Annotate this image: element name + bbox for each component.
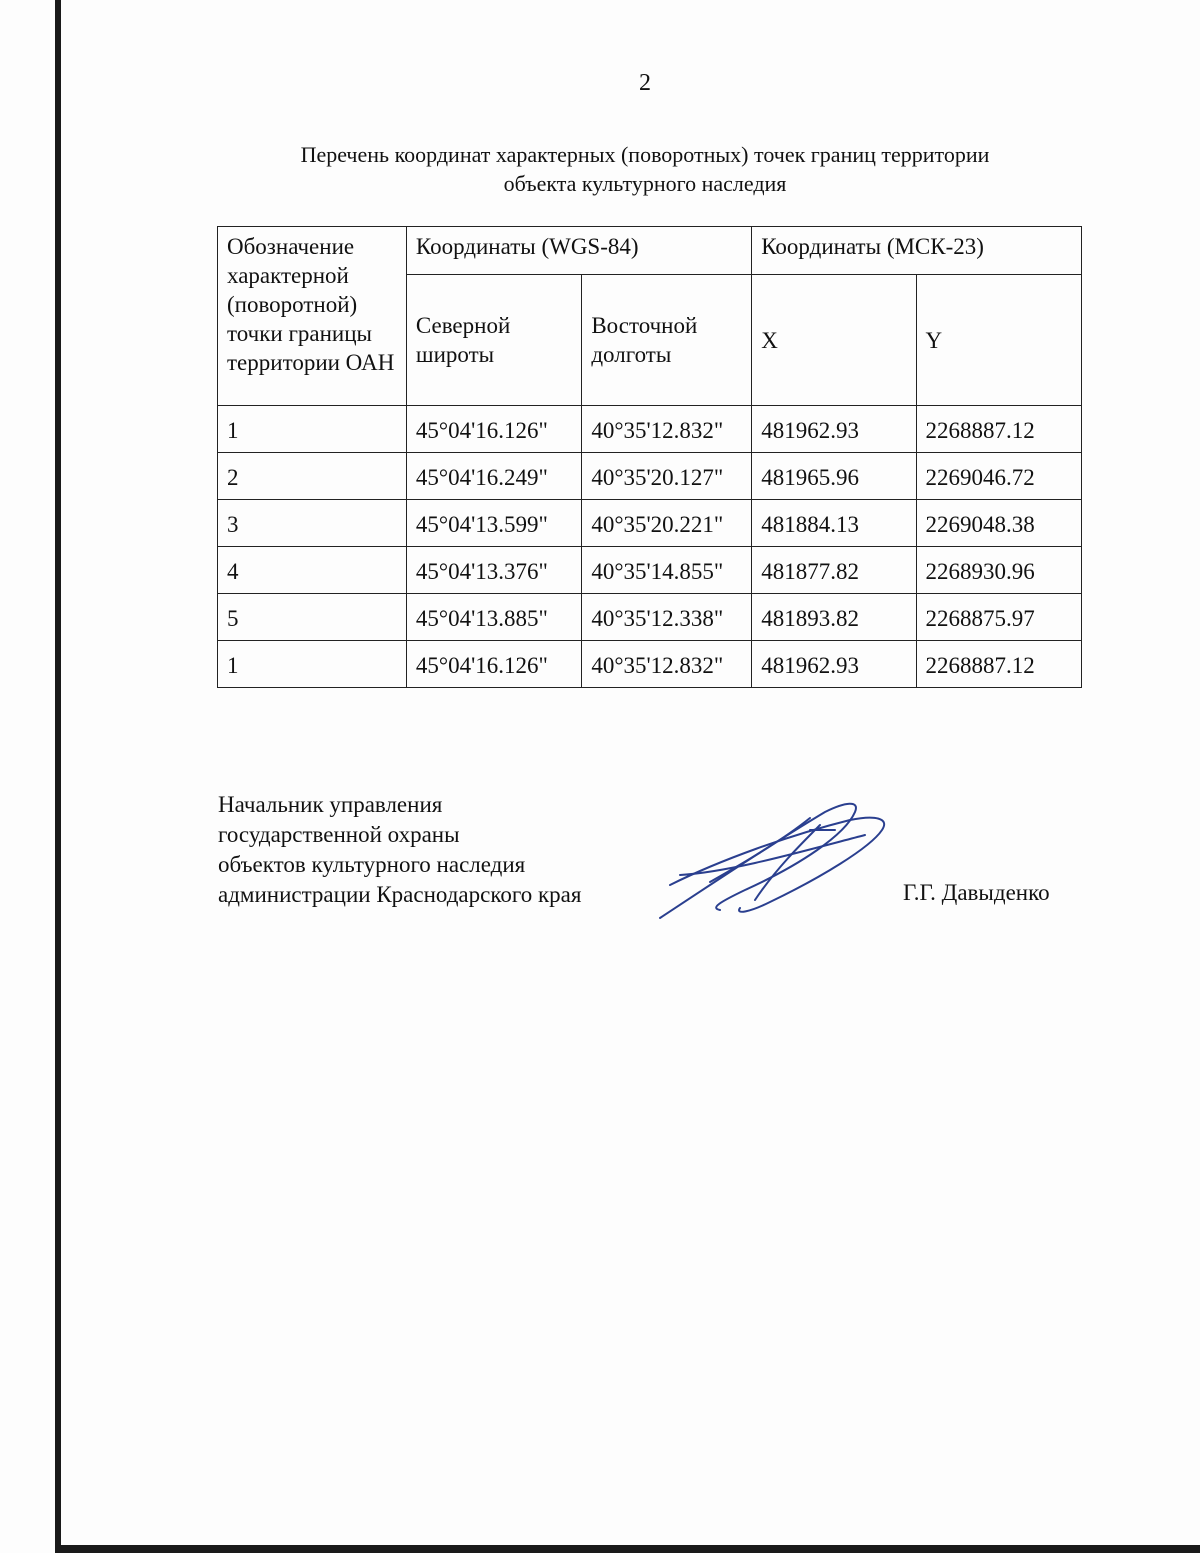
- cell-lon: 40°35'14.855": [582, 547, 752, 594]
- cell-point: 5: [218, 594, 407, 641]
- signer-title-line: администрации Краснодарского края: [218, 882, 582, 907]
- cell-y: 2269048.38: [916, 500, 1081, 547]
- coordinates-table: [217, 226, 1082, 688]
- handwritten-signature: [650, 790, 900, 930]
- signer-name: Г.Г. Давыденко: [903, 880, 1050, 905]
- cell-lat: 45°04'13.376": [406, 547, 581, 594]
- cell-point: 2: [218, 453, 407, 500]
- cell-x: 481877.82: [752, 547, 916, 594]
- table-row: [218, 500, 1082, 547]
- cell-point: 1: [218, 406, 407, 453]
- page-number: 2: [639, 70, 651, 96]
- cell-lat: 45°04'13.885": [406, 594, 581, 641]
- header-lat: Северной широты: [406, 275, 581, 406]
- cell-lon: 40°35'12.832": [582, 406, 752, 453]
- title-line-1: Перечень координат характерных (поворотных) точек границ территории: [300, 142, 990, 167]
- signer-title-line: объектов культурного наследия: [218, 852, 526, 877]
- signer-title: [218, 790, 581, 910]
- cell-y: 2269046.72: [916, 453, 1081, 500]
- table-row: [218, 453, 1082, 500]
- header-y: Y: [916, 275, 1081, 406]
- cell-y: 2268887.12: [916, 641, 1081, 688]
- table-header-row: [218, 227, 1082, 275]
- cell-point: 4: [218, 547, 407, 594]
- cell-lon: 40°35'12.832": [582, 641, 752, 688]
- header-x: X: [752, 275, 916, 406]
- scan-edge-left: [55, 0, 61, 1553]
- cell-lat: 45°04'16.126": [406, 641, 581, 688]
- header-wgs: Координаты (WGS-84): [406, 227, 751, 275]
- cell-x: 481962.93: [752, 406, 916, 453]
- cell-lat: 45°04'16.249": [406, 453, 581, 500]
- table-row: [218, 406, 1082, 453]
- signer-title-line: Начальник управления: [218, 792, 443, 817]
- header-msk: Координаты (МСК-23): [752, 227, 1082, 275]
- header-point: Обозначение характерной (поворотной) точки границы территории ОАН: [218, 227, 407, 406]
- header-lon: Восточной долготы: [582, 275, 752, 406]
- cell-y: 2268875.97: [916, 594, 1081, 641]
- table-row: [218, 547, 1082, 594]
- cell-lon: 40°35'20.127": [582, 453, 752, 500]
- signer-title-line: государственной охраны: [218, 822, 460, 847]
- cell-lat: 45°04'13.599": [406, 500, 581, 547]
- cell-lat: 45°04'16.126": [406, 406, 581, 453]
- cell-x: 481884.13: [752, 500, 916, 547]
- cell-x: 481965.96: [752, 453, 916, 500]
- table-row: [218, 594, 1082, 641]
- cell-point: 1: [218, 641, 407, 688]
- table-row: [218, 641, 1082, 688]
- cell-lon: 40°35'12.338": [582, 594, 752, 641]
- cell-y: 2268887.12: [916, 406, 1081, 453]
- title-line-2: объекта культурного наследия: [503, 171, 787, 196]
- cell-x: 481893.82: [752, 594, 916, 641]
- cell-lon: 40°35'20.221": [582, 500, 752, 547]
- document-title: [222, 140, 1068, 198]
- cell-point: 3: [218, 500, 407, 547]
- scan-edge-bottom: [55, 1545, 1200, 1553]
- cell-x: 481962.93: [752, 641, 916, 688]
- cell-y: 2268930.96: [916, 547, 1081, 594]
